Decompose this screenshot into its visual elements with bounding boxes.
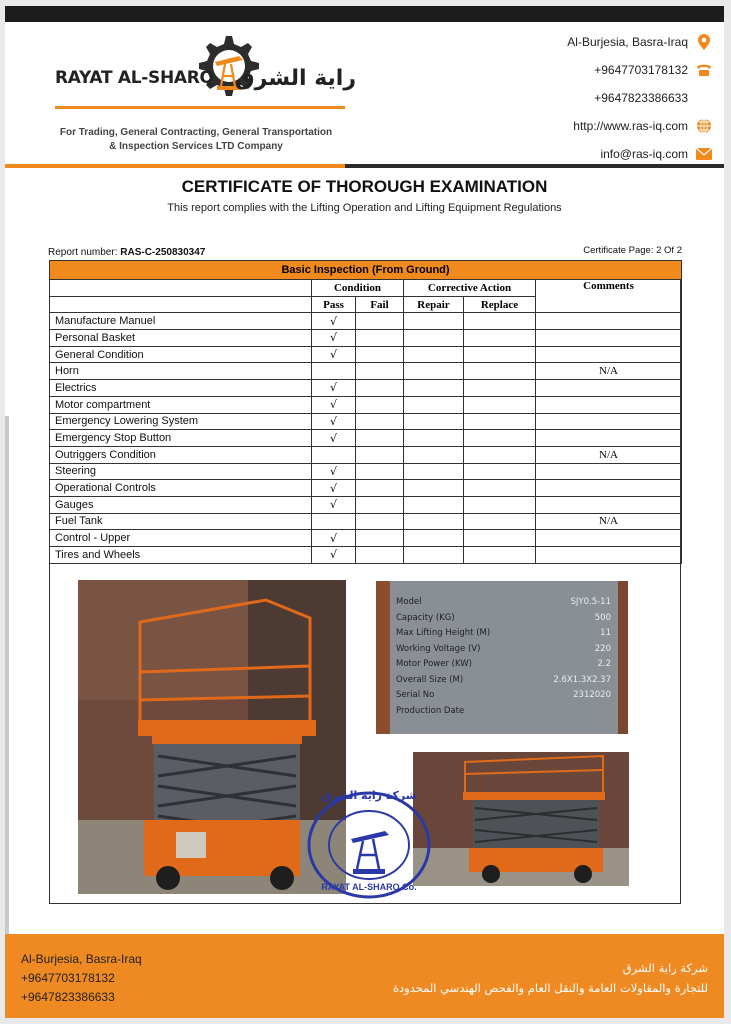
document-title: CERTIFICATE OF THOROUGH EXAMINATION [181, 177, 548, 196]
certificate-page-number: Certificate Page: 2 Of 2 [583, 245, 682, 256]
comment-cell [536, 496, 682, 513]
section-title: Basic Inspection (From Ground) [50, 261, 682, 280]
table-row-item: Fuel Tank [50, 513, 312, 530]
table-row-item: Operational Controls [50, 480, 312, 497]
nameplate-edge-right [618, 581, 628, 734]
contact-block [482, 28, 712, 168]
scrollbar[interactable] [5, 416, 9, 936]
pass-mark: √ [312, 313, 356, 330]
pass-mark: √ [312, 330, 356, 347]
logo-underline [55, 106, 345, 109]
company-logo [45, 30, 385, 160]
tagline-line-1: For Trading, General Contracting, General Transportation [59, 127, 333, 138]
scissor-lift-side-image [413, 752, 629, 886]
np-size-label: Overall Size (M) [396, 674, 464, 685]
footer-arabic [393, 958, 708, 998]
footer-phone-1[interactable]: +9647703178132 [21, 971, 115, 985]
table-row-item: Control - Upper [50, 530, 312, 547]
footer-arabic-line-1: شركة راية الشرق [622, 961, 708, 975]
table-row-item: Horn [50, 363, 312, 380]
comment-cell [536, 463, 682, 480]
table-row-item: Personal Basket [50, 330, 312, 347]
header-blank [50, 280, 312, 297]
np-model-label: Model [396, 597, 422, 607]
location-pin-icon [696, 34, 712, 50]
footer-arabic-line-2: للتجارة والمقاولات العامة والنقل العام والفحص الهندسي المحدودة [392, 981, 708, 995]
pass-mark: √ [312, 547, 356, 564]
comment-cell [536, 330, 682, 347]
pass-mark: √ [312, 530, 356, 547]
table-row-item: Outriggers Condition [50, 446, 312, 463]
np-production-label: Production Date [396, 705, 465, 716]
table-row-item: Gauges [50, 496, 312, 513]
pass-mark: √ [312, 413, 356, 430]
comment-cell: N/A [536, 363, 682, 380]
document-subtitle: This report complies with the Lifting Operation and Lifting Equipment Regulations [167, 202, 562, 214]
table-row-item: Tires and Wheels [50, 547, 312, 564]
comment-cell [536, 396, 682, 413]
col-repair: Repair [404, 296, 464, 313]
col-comments: Comments [536, 280, 682, 313]
pass-mark [312, 363, 356, 380]
col-pass: Pass [312, 296, 356, 313]
np-power-label: Motor Power (KW) [396, 659, 472, 669]
pass-mark [312, 446, 356, 463]
comment-cell [536, 413, 682, 430]
table-row-item: Manufacture Manuel [50, 313, 312, 330]
table-row-item: Emergency Stop Button [50, 430, 312, 447]
pass-mark [312, 513, 356, 530]
email-link[interactable]: info@ras-iq.com [600, 147, 688, 161]
col-condition: Condition [312, 280, 404, 297]
company-tagline [45, 126, 347, 154]
np-height-label: Max Lifting Height (M) [396, 628, 491, 638]
comment-cell: N/A [536, 513, 682, 530]
comment-cell [536, 547, 682, 564]
pass-mark: √ [312, 380, 356, 397]
header-divider [5, 164, 724, 168]
telephone-icon [696, 62, 712, 78]
np-capacity-label: Capacity (KG) [396, 612, 455, 623]
footer-phone-2[interactable]: +9647823386633 [21, 990, 115, 1004]
footer-address: Al-Burjesia, Basra-Iraq [21, 952, 142, 966]
stamp-arabic-text: شركة راية الشرق [321, 789, 417, 802]
nameplate-edge [376, 581, 390, 734]
contact-phone-2[interactable] [482, 84, 712, 112]
table-row-item: General Condition [50, 346, 312, 363]
np-serial: 2312020 [573, 690, 611, 700]
pass-mark: √ [312, 463, 356, 480]
comment-cell [536, 380, 682, 397]
np-power: 2.2 [597, 659, 611, 669]
comment-cell [536, 430, 682, 447]
comment-cell [536, 530, 682, 547]
comment-cell: N/A [536, 446, 682, 463]
contact-address [482, 28, 712, 56]
website-link[interactable]: http://www.ras-iq.com [573, 119, 688, 133]
company-name-arabic: راية الشرق [235, 66, 357, 91]
report-number-value: RAS-C-250830347 [120, 247, 206, 258]
comment-cell [536, 480, 682, 497]
nameplate-text [396, 595, 611, 719]
report-number [48, 247, 205, 258]
phone-2-text[interactable]: +9647823386633 [594, 91, 688, 105]
globe-icon [696, 118, 712, 134]
table-row-item: Electrics [50, 380, 312, 397]
np-serial-label: Serial No [396, 690, 435, 700]
comment-cell [536, 346, 682, 363]
envelope-icon [696, 146, 712, 162]
table-row-item: Steering [50, 463, 312, 480]
tagline-line-2: & Inspection Services LTD Company [109, 141, 283, 152]
table-row-item: Motor compartment [50, 396, 312, 413]
np-height: 11 [600, 628, 611, 638]
pass-mark: √ [312, 480, 356, 497]
col-fail: Fail [356, 296, 404, 313]
report-number-label: Report number: [48, 247, 118, 258]
stamp-latin-text: RAYAT AL-SHARQ Co. [321, 882, 417, 892]
nameplate-photo [376, 581, 628, 734]
contact-phone-1[interactable] [482, 56, 712, 84]
pass-mark: √ [312, 396, 356, 413]
col-corrective-action: Corrective Action [404, 280, 536, 297]
subheader-blank [50, 296, 312, 313]
np-size: 2.6X1.3X2.37 [553, 674, 611, 685]
top-bar [5, 6, 724, 22]
np-voltage-label: Working Voltage (V) [396, 643, 481, 654]
contact-website[interactable] [482, 112, 712, 140]
address-text: Al-Burjesia, Basra-Iraq [567, 35, 688, 49]
comment-cell [536, 313, 682, 330]
pass-mark: √ [312, 496, 356, 513]
spacer-icon [696, 90, 712, 106]
page-footer [5, 934, 724, 1018]
lift-photo-side [413, 752, 629, 886]
np-voltage: 220 [594, 643, 611, 654]
col-replace: Replace [464, 296, 536, 313]
certificate-page [5, 6, 724, 1018]
inspection-table [49, 260, 682, 564]
pass-mark: √ [312, 430, 356, 447]
table-row-item: Emergency Lowering System [50, 413, 312, 430]
np-capacity: 500 [594, 612, 611, 623]
pass-mark: √ [312, 346, 356, 363]
np-model: SJY0.5-11 [570, 597, 611, 607]
phone-1-text[interactable]: +9647703178132 [594, 63, 688, 77]
company-name: RAYAT AL-SHARQ [55, 68, 214, 88]
footer-contact [21, 950, 142, 1007]
